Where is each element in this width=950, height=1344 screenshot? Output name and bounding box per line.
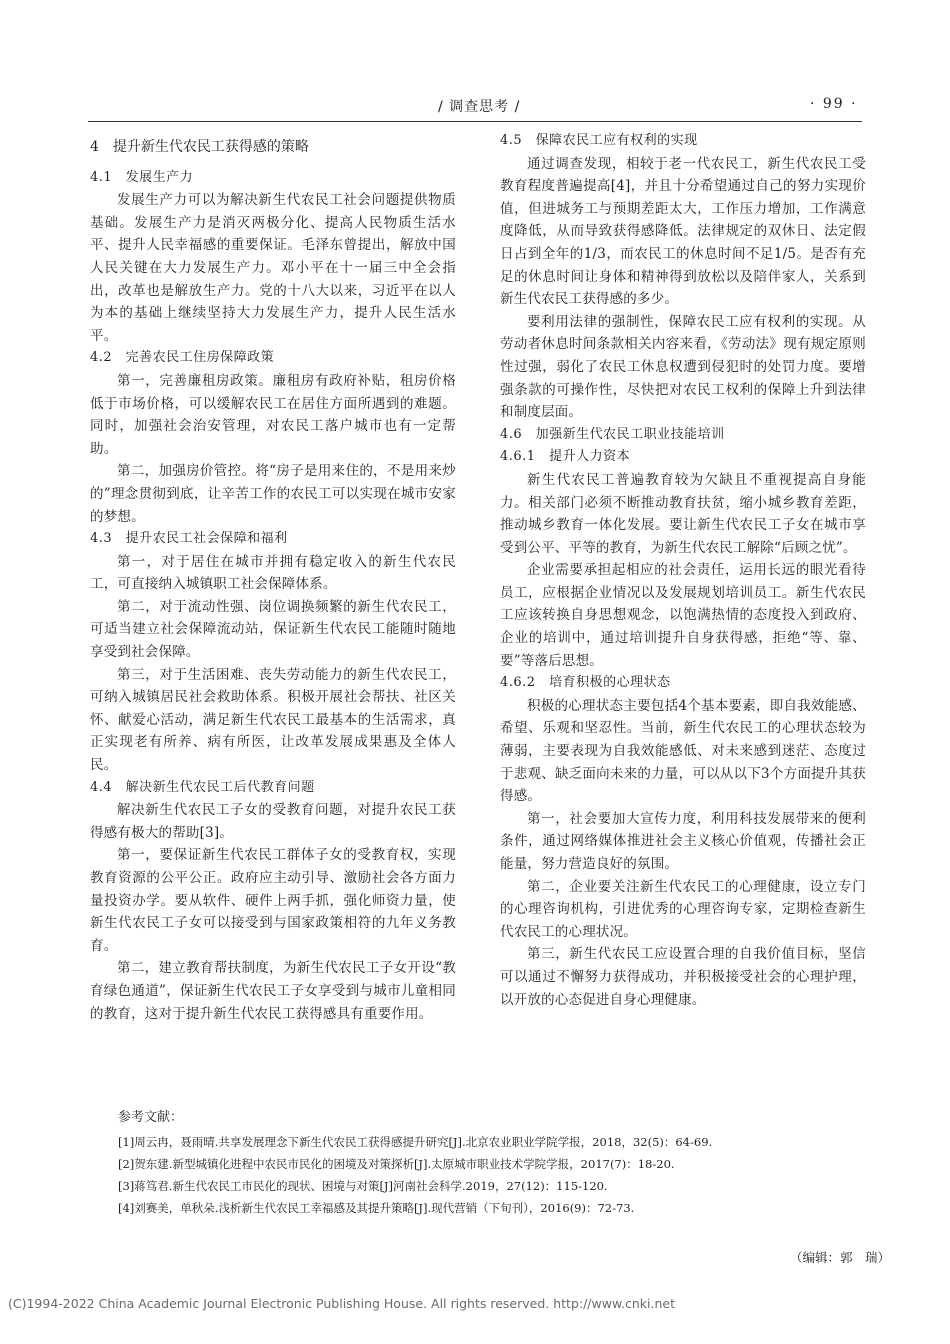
subsection-heading: 4.3 提升农民工社会保障和福利 [90,531,288,547]
paragraph: 企业需要承担起相应的社会责任，运用长远的眼光看待员工，应根据企业情况以及发展规划培训员工。新生代农民工应该转换自身思想观念，以饱满热情的态度投入到政府、企业的培训中，通过培训提升自身获得感，拒绝“等、靠、要”等落后思想。 [500,562,866,669]
paragraph: 第三，新生代农民工应设置合理的自我价值目标，坚信可以通过不懈努力获得成功，并积极接受社会的心理护理，以开放的心态促进自身心理健康。 [500,946,866,1008]
paragraph: 第一，要保证新生代农民工群体子女的受教育权，实现教育资源的公平公正。政府应主动引导、激励社会各方面力量投资办学。要从软件、硬件上两手抓，强化师资力量，使新生代农民工子女可以接受到与国家政策相符的九年义务教育。 [90,847,456,954]
section-label: / 调查思考 / [438,99,521,115]
right-column [500,130,866,1011]
paragraph: 解决新生代农民工子女的受教育问题，对提升农民工获得感有极大的帮助[3]。 [90,802,456,841]
subsection-heading: 4.6 加强新生代农民工职业技能培训 [500,426,725,442]
reference-item: [1]周云冉，聂雨晴.共享发展理念下新生代农民工获得感提升研究[J].北京农业职业学院学报，2018，32(5)：64-69. [118,1135,713,1149]
reference-item: [2]贺东建.新型城镇化进程中农民市民化的困境及对策探析[J].太原城市职业技术学院学报，2017(7)：18-20. [118,1157,675,1171]
paragraph: 新生代农民工普遍教育较为欠缺且不重视提高自身能力。相关部门必须不断推动教育扶贫，缩小城乡教育差距，推动城乡教育一体化发展。要让新生代农民工子女在城市享受到公平、平等的教育，为新生代农民工解除“后顾之忧”。 [500,471,866,556]
subsection-heading: 4.1 发展生产力 [90,169,194,185]
paragraph: 第二，企业要关注新生代农民工的心理健康，设立专门的心理咨询机构，引进优秀的心理咨询专家，定期检查新生代农民工的心理状况。 [500,878,866,940]
paragraph: 第三，对于生活困难、丧失劳动能力的新生代农民工，可纳入城镇居民社会救助体系。积极开展社会帮扶、社区关怀、献爱心活动，满足新生代农民工最基本的生活需求，真正实现老有所养、病有所医，让改革发展成果惠及全体人民。 [90,666,456,774]
paragraph: 第一，对于居住在城市并拥有稳定收入的新生代农民工，可直接纳入城镇职工社会保障体系。 [90,553,456,593]
paragraph: 发展生产力可以为解决新生代农民工社会问题提供物质基础。发展生产力是消灭两极分化、提高人民物质生活水平、提升人民幸福感的重要保证。毛泽东曾提出，解放中国人民关键在大力发展生产力。邓小平在十一届三中全会指出，改革也是解放生产力。党的十八大以来，习近平在以人为本的基础上继续坚持大力发展生产力，提升人民生活水平。 [90,192,456,344]
reference-item: [3]蒋笃君.新生代农民工市民化的现状、困境与对策[J]河南社会科学.2019，27(12)：115-120. [118,1179,608,1193]
subsection-heading: 4.5 保障农民工应有权利的实现 [500,133,698,148]
paragraph: 第一，完善廉租房政策。廉租房有政府补贴，租房价格低于市场价格，可以缓解农民工在居住方面所遇到的难题。同时，加强社会治安管理，对农民工落户城市也有一定帮助。 [90,372,456,457]
paragraph: 第二，加强房价管控。将“房子是用来住的，不是用来炒的”理念贯彻到底，让辛苦工作的农民工可以实现在城市安家的梦想。 [90,463,456,525]
paragraph: 第二，对于流动性强、岗位调换频繁的新生代农民工，可适当建立社会保障流动站，保证新生代农民工能随时随地享受到社会保障。 [90,598,456,661]
reference-item: [4]刘赛美，单秋朵.浅析新生代农民工幸福感及其提升策略[J].现代营销（下旬刊），2016(9)：72-73. [118,1201,635,1215]
paragraph: 第二，建立教育帮扶制度，为新生代农民工子女开设“教育绿色通道”，保证新生代农民工子女享受到与城市儿童相同的教育，这对于提升新生代农民工获得感具有重要作用。 [90,960,456,1022]
page-number: · 99 · [810,96,858,112]
editor-note: （编辑：郭 瑞） [790,1250,891,1265]
left-column [90,130,456,1025]
copyright-footer: (C)1994-2022 China Academic Journal Electronic Publishing House. All rights reserved. http://www.cnki.net [8,1296,675,1311]
subsection-heading: 4.4 解决新生代农民工后代教育问题 [90,779,315,795]
paragraph: 通过调查发现，相较于老一代农民工，新生代农民工受教育程度普遍提高[4]，并且十分希望通过自己的努力实现价值，但进城务工与预期差距太大，工作压力增加，工作满意度降低，从而导致获得感降低。法律规定的双休日、法定假日占到全年的1/3，而农民工的休息时间不足1/5。是否有充足的休息时间让身体和精神得到放松以及陪伴家人，关系到新生代农民工获得感的多少。 [500,155,866,308]
section-heading: 4 提升新生代农民工获得感的策略 [90,139,309,155]
subsection-heading: 4.2 完善农民工住房保障政策 [90,350,275,366]
references-title: 参考文献： [118,1110,184,1125]
subsubsection-heading: 4.6.2 培育积极的心理状态 [500,675,671,691]
paragraph: 积极的心理状态主要包括4个基本要素，即自我效能感、希望、乐观和坚忍性。当前，新生代农民工的心理状态较为薄弱，主要表现为自我效能感低、对未来感到迷茫、态度过于悲观、缺乏面向未来的力量，可以从以下3个方面提升其获得感。 [500,697,866,805]
running-header [0,96,950,120]
references [118,1107,878,1219]
header-rule [88,121,862,122]
paragraph: 第一，社会要加大宣传力度，利用科技发展带来的便利条件，通过网络媒体推进社会主义核心价值观，传播社会正能量，努力营造良好的氛围。 [500,810,866,872]
paragraph: 要利用法律的强制性，保障农民工应有权利的实现。从劳动者休息时间条款相关内容来看，《劳动法》现有规定原则性过强，弱化了农民工休息权遭到侵犯时的处罚力度。要增强条款的可操作性，尽快把对农民工权利的保障上升到法律和制度层面。 [500,313,866,421]
subsubsection-heading: 4.6.1 提升人力资本 [500,449,631,465]
